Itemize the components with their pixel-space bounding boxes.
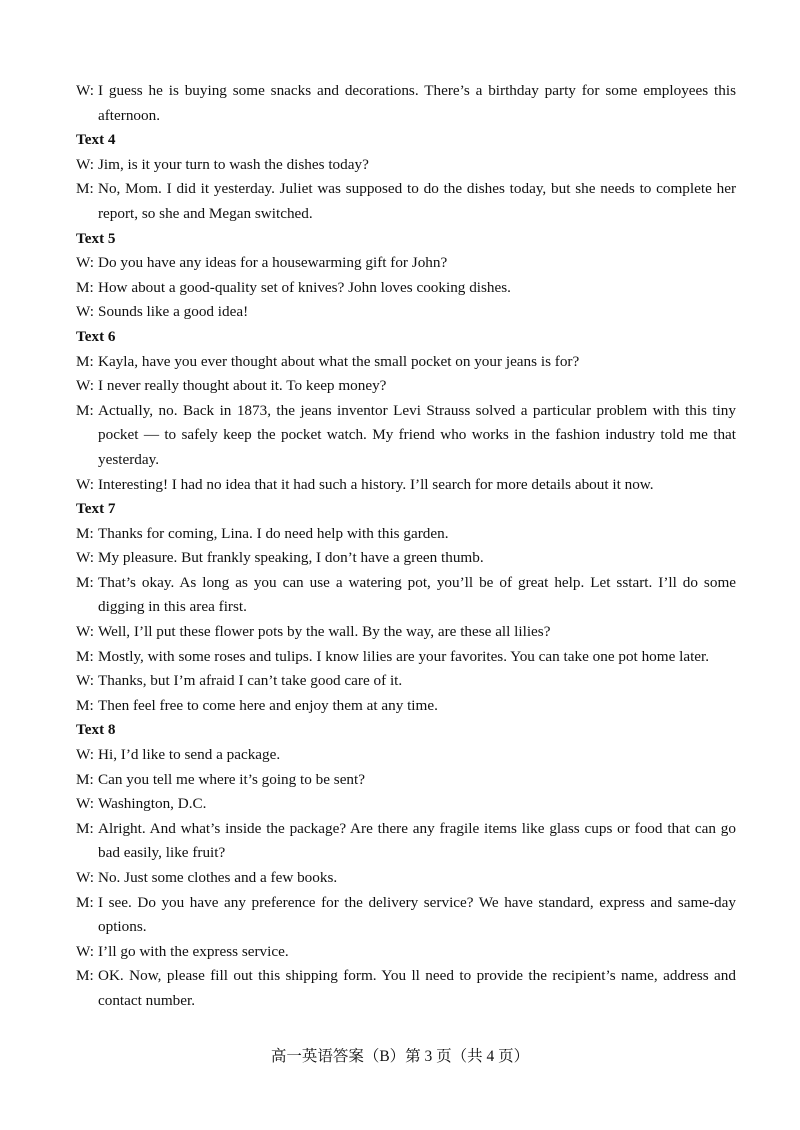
section-heading: Text 4	[76, 131, 116, 149]
dialogue-text: Well, I’ll put these flower pots by the wall. By the way, are these all lilies?	[98, 623, 551, 641]
speaker-label: W:	[76, 475, 94, 493]
dialogue-line	[76, 940, 736, 965]
dialogue-line	[76, 669, 736, 694]
speaker-label: M:	[76, 352, 94, 370]
dialogue-text: Can you tell me where it’s going to be sent?	[98, 770, 365, 788]
dialogue-text: No, Mom. I did it yesterday. Juliet was supposed to do the dishes today, but she needs to complete her report, so she and Megan switched.	[98, 180, 736, 222]
dialogue-text: Interesting! I had no idea that it had such a history. I’ll search for more details about it now.	[98, 475, 654, 493]
dialogue-line	[76, 276, 736, 301]
dialogue-text: Actually, no. Back in 1873, the jeans inventor Levi Strauss solved a particular problem with this tiny pocket — to safely keep the pocket watch. My friend who works in the fashion industry told me that yesterday.	[98, 401, 736, 468]
speaker-label: W:	[76, 795, 94, 813]
dialogue-line	[76, 964, 736, 1013]
dialogue-text: Hi, I’d like to send a package.	[98, 746, 281, 764]
dialogue-line	[76, 300, 736, 325]
section-heading: Text 5	[76, 229, 116, 247]
dialogue-text: I never really thought about it. To keep money?	[98, 377, 387, 395]
dialogue-text: That’s okay. As long as you can use a watering pot, you’ll be of great help. Let sstart. I’ll do some digging in this area first.	[98, 573, 736, 616]
dialogue-line	[76, 866, 736, 891]
dialogue-text: Washington, D.C.	[98, 795, 207, 813]
speaker-label: W:	[76, 82, 94, 99]
dialogue-line	[76, 817, 736, 866]
speaker-label: M:	[76, 819, 94, 837]
speaker-label: W:	[76, 672, 94, 690]
speaker-label: W:	[76, 377, 94, 395]
transcript-body	[76, 79, 736, 1014]
dialogue-text: Thanks, but I’m afraid I can’t take good care of it.	[98, 672, 403, 690]
dialogue-line	[76, 768, 736, 793]
dialogue-line	[76, 571, 736, 620]
speaker-label: M:	[76, 647, 94, 665]
dialogue-line	[76, 350, 736, 375]
dialogue-line	[76, 153, 736, 178]
dialogue-text: Sounds like a good idea!	[98, 303, 249, 321]
section-heading: Text 8	[76, 721, 116, 739]
dialogue-text: Jim, is it your turn to wash the dishes today?	[98, 155, 369, 173]
dialogue-text: Do you have any ideas for a housewarming gift for John?	[98, 254, 448, 272]
dialogue-line	[76, 694, 736, 719]
dialogue-text: Then feel free to come here and enjoy them at any time.	[98, 696, 438, 714]
dialogue-line	[76, 177, 736, 226]
speaker-label: W:	[76, 155, 94, 173]
dialogue-text: How about a good-quality set of knives? John loves cooking dishes.	[98, 278, 511, 296]
speaker-label: W:	[76, 942, 94, 960]
dialogue-text: I’ll go with the express service.	[98, 942, 289, 960]
section-heading: Text 6	[76, 327, 116, 345]
dialogue-text: I guess he is buying some snacks and decorations. There’s a birthday party for some employees this afternoon.	[98, 82, 736, 124]
dialogue-line	[76, 620, 736, 645]
dialogue-line	[76, 473, 736, 498]
dialogue-line	[76, 399, 736, 473]
speaker-label: W:	[76, 254, 94, 272]
dialogue-line	[76, 645, 736, 670]
dialogue-line	[76, 79, 736, 128]
dialogue-line	[76, 374, 736, 399]
dialogue-text: OK. Now, please fill out this shipping form. You ll need to provide the recipient’s name, address and contact number.	[98, 967, 736, 1009]
dialogue-text: I see. Do you have any preference for the delivery service? We have standard, express and same-day options.	[98, 893, 736, 936]
speaker-label: M:	[76, 967, 94, 985]
dialogue-text: Kayla, have you ever thought about what the small pocket on your jeans is for?	[98, 352, 580, 370]
dialogue-text: Alright. And what’s inside the package? Are there any fragile items like glass cups or food that can go bad easily, like fruit?	[98, 819, 736, 862]
dialogue-text: Thanks for coming, Lina. I do need help with this garden.	[98, 524, 449, 542]
page-footer: 高一英语答案（B）第 3 页（共 4 页）	[270, 1048, 530, 1065]
dialogue-line	[76, 251, 736, 276]
dialogue-line	[76, 546, 736, 571]
dialogue-line	[76, 522, 736, 547]
speaker-label: W:	[76, 746, 94, 764]
speaker-label: M:	[76, 573, 94, 591]
dialogue-text: My pleasure. But frankly speaking, I don’t have a green thumb.	[98, 549, 484, 567]
speaker-label: W:	[76, 549, 94, 567]
dialogue-line	[76, 891, 736, 940]
speaker-label: M:	[76, 696, 94, 714]
speaker-label: M:	[76, 278, 94, 296]
speaker-label: M:	[76, 180, 94, 198]
speaker-label: M:	[76, 893, 94, 911]
speaker-label: W:	[76, 869, 94, 886]
dialogue-text: Mostly, with some roses and tulips. I know lilies are your favorites. You can take one pot home later.	[98, 647, 710, 665]
speaker-label: W:	[76, 303, 94, 321]
dialogue-line	[76, 792, 736, 817]
speaker-label: M:	[76, 770, 94, 788]
dialogue-text: No. Just some clothes and a few books.	[98, 869, 338, 886]
section-heading: Text 7	[76, 500, 116, 518]
speaker-label: M:	[76, 524, 94, 542]
speaker-label: M:	[76, 401, 94, 419]
dialogue-line	[76, 743, 736, 768]
speaker-label: W:	[76, 623, 94, 641]
